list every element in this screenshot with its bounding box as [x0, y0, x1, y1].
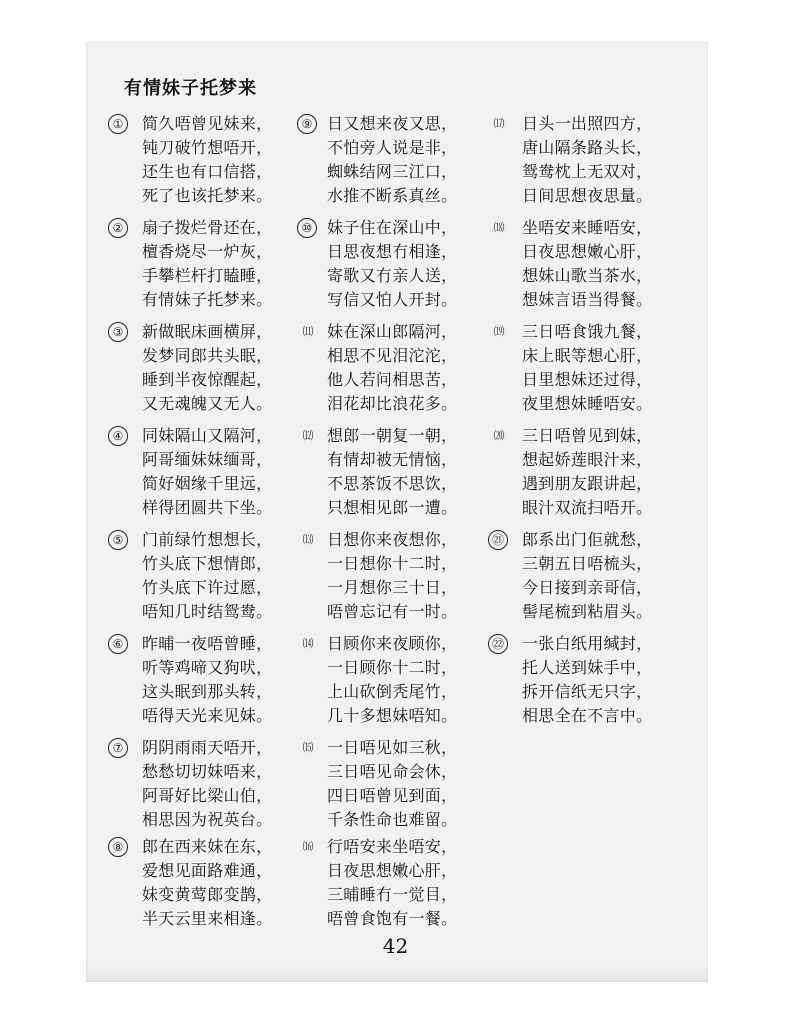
- poem-line: 行唔安来坐唔安，: [327, 837, 458, 856]
- poem-line: 几十多想妹唔知。: [327, 706, 458, 725]
- poem-number: ⒆: [493, 325, 505, 338]
- poem-line: 唔曾食饱有一餐。: [327, 909, 458, 928]
- poem-line: 同妹隔山又隔河，: [142, 426, 273, 445]
- poem-number: ⑥: [108, 634, 128, 654]
- page-number: 42: [382, 934, 409, 958]
- poem-number: ⒅: [493, 221, 505, 234]
- poem-line: 阴阴雨雨天唔开，: [142, 738, 273, 757]
- poem-line: 坐唔安来睡唔安，: [522, 218, 653, 237]
- poem-number: ⒃: [302, 840, 314, 853]
- poem-line: 拆开信纸无只字，: [522, 682, 653, 701]
- poem-line: 日间思想夜思量。: [522, 186, 653, 205]
- poem-line: 一月想你三十日，: [327, 578, 458, 597]
- poem-line: 妹在深山郎隔河，: [327, 322, 458, 341]
- poem-line: 日头一出照四方，: [522, 114, 653, 133]
- poem-number: ⑤: [108, 530, 128, 550]
- poem-line: 唔得天光来见妹。: [142, 706, 273, 725]
- poem-line: 相思因为祝英台。: [142, 810, 273, 829]
- poem-line: 相思全在不言中。: [522, 706, 653, 725]
- poem-number: ⒄: [493, 117, 505, 130]
- poem-line: 日顾你来夜顾你，: [327, 634, 458, 653]
- poem-number: ④: [108, 426, 128, 446]
- poem-number: ⑨: [297, 114, 317, 134]
- poem-line: 想妹言语当得餐。: [522, 290, 653, 309]
- poem-line: 日思夜想冇相逢，: [327, 242, 458, 261]
- page-title: 有情妹子托梦来: [124, 78, 257, 99]
- poem-line: 一张白纸用缄封，: [522, 634, 653, 653]
- poem-line: 钝刀破竹想唔开，: [142, 138, 273, 157]
- poem-line: 样得团圆共下坐。: [142, 498, 273, 517]
- poem-line: 半天云里来相逢。: [142, 909, 273, 928]
- poem-line: 这头眠到那头转，: [142, 682, 273, 701]
- poem-line: 上山砍倒秃尾竹，: [327, 682, 458, 701]
- poem-line: 想起娇莲眼汁来，: [522, 450, 653, 469]
- poem-line: 三晡睡冇一觉目，: [327, 885, 458, 904]
- poem-line: 新做眠床画横屏，: [142, 322, 273, 341]
- poem-line: 唔知几时结鸳鸯。: [142, 602, 273, 621]
- poem-line: 发梦同郎共头眠，: [142, 346, 273, 365]
- poem-line: 鸳鸯枕上无双对，: [522, 162, 653, 181]
- poem-line: 昨晡一夜唔曾睡，: [142, 634, 273, 653]
- poem-line: 愁愁切切妹唔来，: [142, 762, 273, 781]
- poem-line: 门前绿竹想想长，: [142, 530, 273, 549]
- poem-number: ③: [108, 322, 128, 342]
- poem-line: 妹子住在深山中，: [327, 218, 458, 237]
- poem-number: ②: [108, 218, 128, 238]
- poem-line: 寄歌又冇亲人送，: [327, 266, 458, 285]
- poem-line: 竹头底下许过愿，: [142, 578, 273, 597]
- poem-line: 听等鸡啼又狗吠，: [142, 658, 273, 677]
- poem-number: ⒀: [302, 533, 314, 546]
- poem-line: 睡到半夜惊醒起，: [142, 370, 273, 389]
- poem-line: 唐山隔条路头长，: [522, 138, 653, 157]
- poem-line: 唔曾忘记有一时。: [327, 602, 458, 621]
- poem-line: 日想你来夜想你，: [327, 530, 458, 549]
- poem-line: 简久唔曾见妹来，: [142, 114, 273, 133]
- poem-line: 不怕旁人说是非，: [327, 138, 458, 157]
- poem-line: 写信又怕人开封。: [327, 290, 458, 309]
- poem-line: 泪花却比浪花多。: [327, 394, 458, 413]
- poem-number: ⒂: [302, 741, 314, 754]
- poem-line: 床上眠等想心肝，: [522, 346, 653, 365]
- poem-line: 简好姻缘千里远，: [142, 474, 273, 493]
- poem-line: 一日顾你十二时，: [327, 658, 458, 677]
- poem-line: 眼汁双流扫唔开。: [522, 498, 653, 517]
- poem-line: 竹头底下想情郎，: [142, 554, 273, 573]
- poem-line: 还生也有口信搭，: [142, 162, 273, 181]
- poem-line: 四日唔曾见到面，: [327, 786, 458, 805]
- poem-line: 扇子拨烂骨还在，: [142, 218, 273, 237]
- poem-line: 三日唔见命会休，: [327, 762, 458, 781]
- poem-line: 想妹山歌当茶水，: [522, 266, 653, 285]
- poem-line: 髻尾梳到粘眉头。: [522, 602, 653, 621]
- poem-line: 他人若问相思苦，: [327, 370, 458, 389]
- poem-line: 三日唔食饿九餐，: [522, 322, 653, 341]
- poem-line: 想郎一朝复一朝，: [327, 426, 458, 445]
- poem-line: 一日想你十二时，: [327, 554, 458, 573]
- poem-number: ①: [108, 114, 128, 134]
- poem-line: 千条性命也难留。: [327, 810, 458, 829]
- poem-line: 手攀栏杆打瞌睡，: [142, 266, 273, 285]
- poem-number: ㉑: [488, 530, 508, 550]
- poem-line: 不思茶饭不思饮，: [327, 474, 458, 493]
- poem-line: 阿哥好比梁山伯，: [142, 786, 273, 805]
- poem-line: 三日唔曾见到妹，: [522, 426, 653, 445]
- poem-line: 一日唔见如三秋，: [327, 738, 458, 757]
- poem-line: 遇到朋友跟讲起，: [522, 474, 653, 493]
- poem-number: ㉒: [488, 634, 508, 654]
- poem-line: 阿哥缅妹妹缅哥，: [142, 450, 273, 469]
- poem-line: 檀香烧尽一炉灰，: [142, 242, 273, 261]
- poem-line: 郎系出门佢就愁，: [522, 530, 653, 549]
- poem-line: 日又想来夜又思，: [327, 114, 458, 133]
- poem-line: 相思不见泪沱沱，: [327, 346, 458, 365]
- poem-line: 爱想见面路难通，: [142, 861, 273, 880]
- poem-line: 日夜思想嫩心肝，: [522, 242, 653, 261]
- poem-line: 蜘蛛结网三江口，: [327, 162, 458, 181]
- poem-line: 死了也该托梦来。: [142, 186, 273, 205]
- poem-number: ⒁: [302, 637, 314, 650]
- poem-line: 夜里想妹睡唔安。: [522, 394, 653, 413]
- poem-line: 三朝五日唔梳头，: [522, 554, 653, 573]
- poem-line: 水推不断系真丝。: [327, 186, 458, 205]
- poem-number: ⑩: [297, 218, 317, 238]
- poem-line: 日里想妹还过得，: [522, 370, 653, 389]
- poem-line: 日夜思想嫩心肝，: [327, 861, 458, 880]
- poem-line: 有情却被无情恼，: [327, 450, 458, 469]
- poem-line: 托人送到妹手中，: [522, 658, 653, 677]
- poem-number: ⑦: [108, 738, 128, 758]
- poem-line: 只想相见郎一遭。: [327, 498, 458, 517]
- poem-line: 又无魂魄又无人。: [142, 394, 273, 413]
- poem-number: ⑾: [302, 325, 314, 338]
- poem-number: ⒇: [493, 429, 505, 442]
- poem-number: ⑿: [302, 429, 314, 442]
- poem-line: 今日接到亲哥信，: [522, 578, 653, 597]
- poem-line: 妹变黄莺郎变鹊，: [142, 885, 273, 904]
- poem-line: 郎在西来妹在东，: [142, 837, 273, 856]
- poem-line: 有情妹子托梦来。: [142, 290, 273, 309]
- poem-number: ⑧: [108, 837, 128, 857]
